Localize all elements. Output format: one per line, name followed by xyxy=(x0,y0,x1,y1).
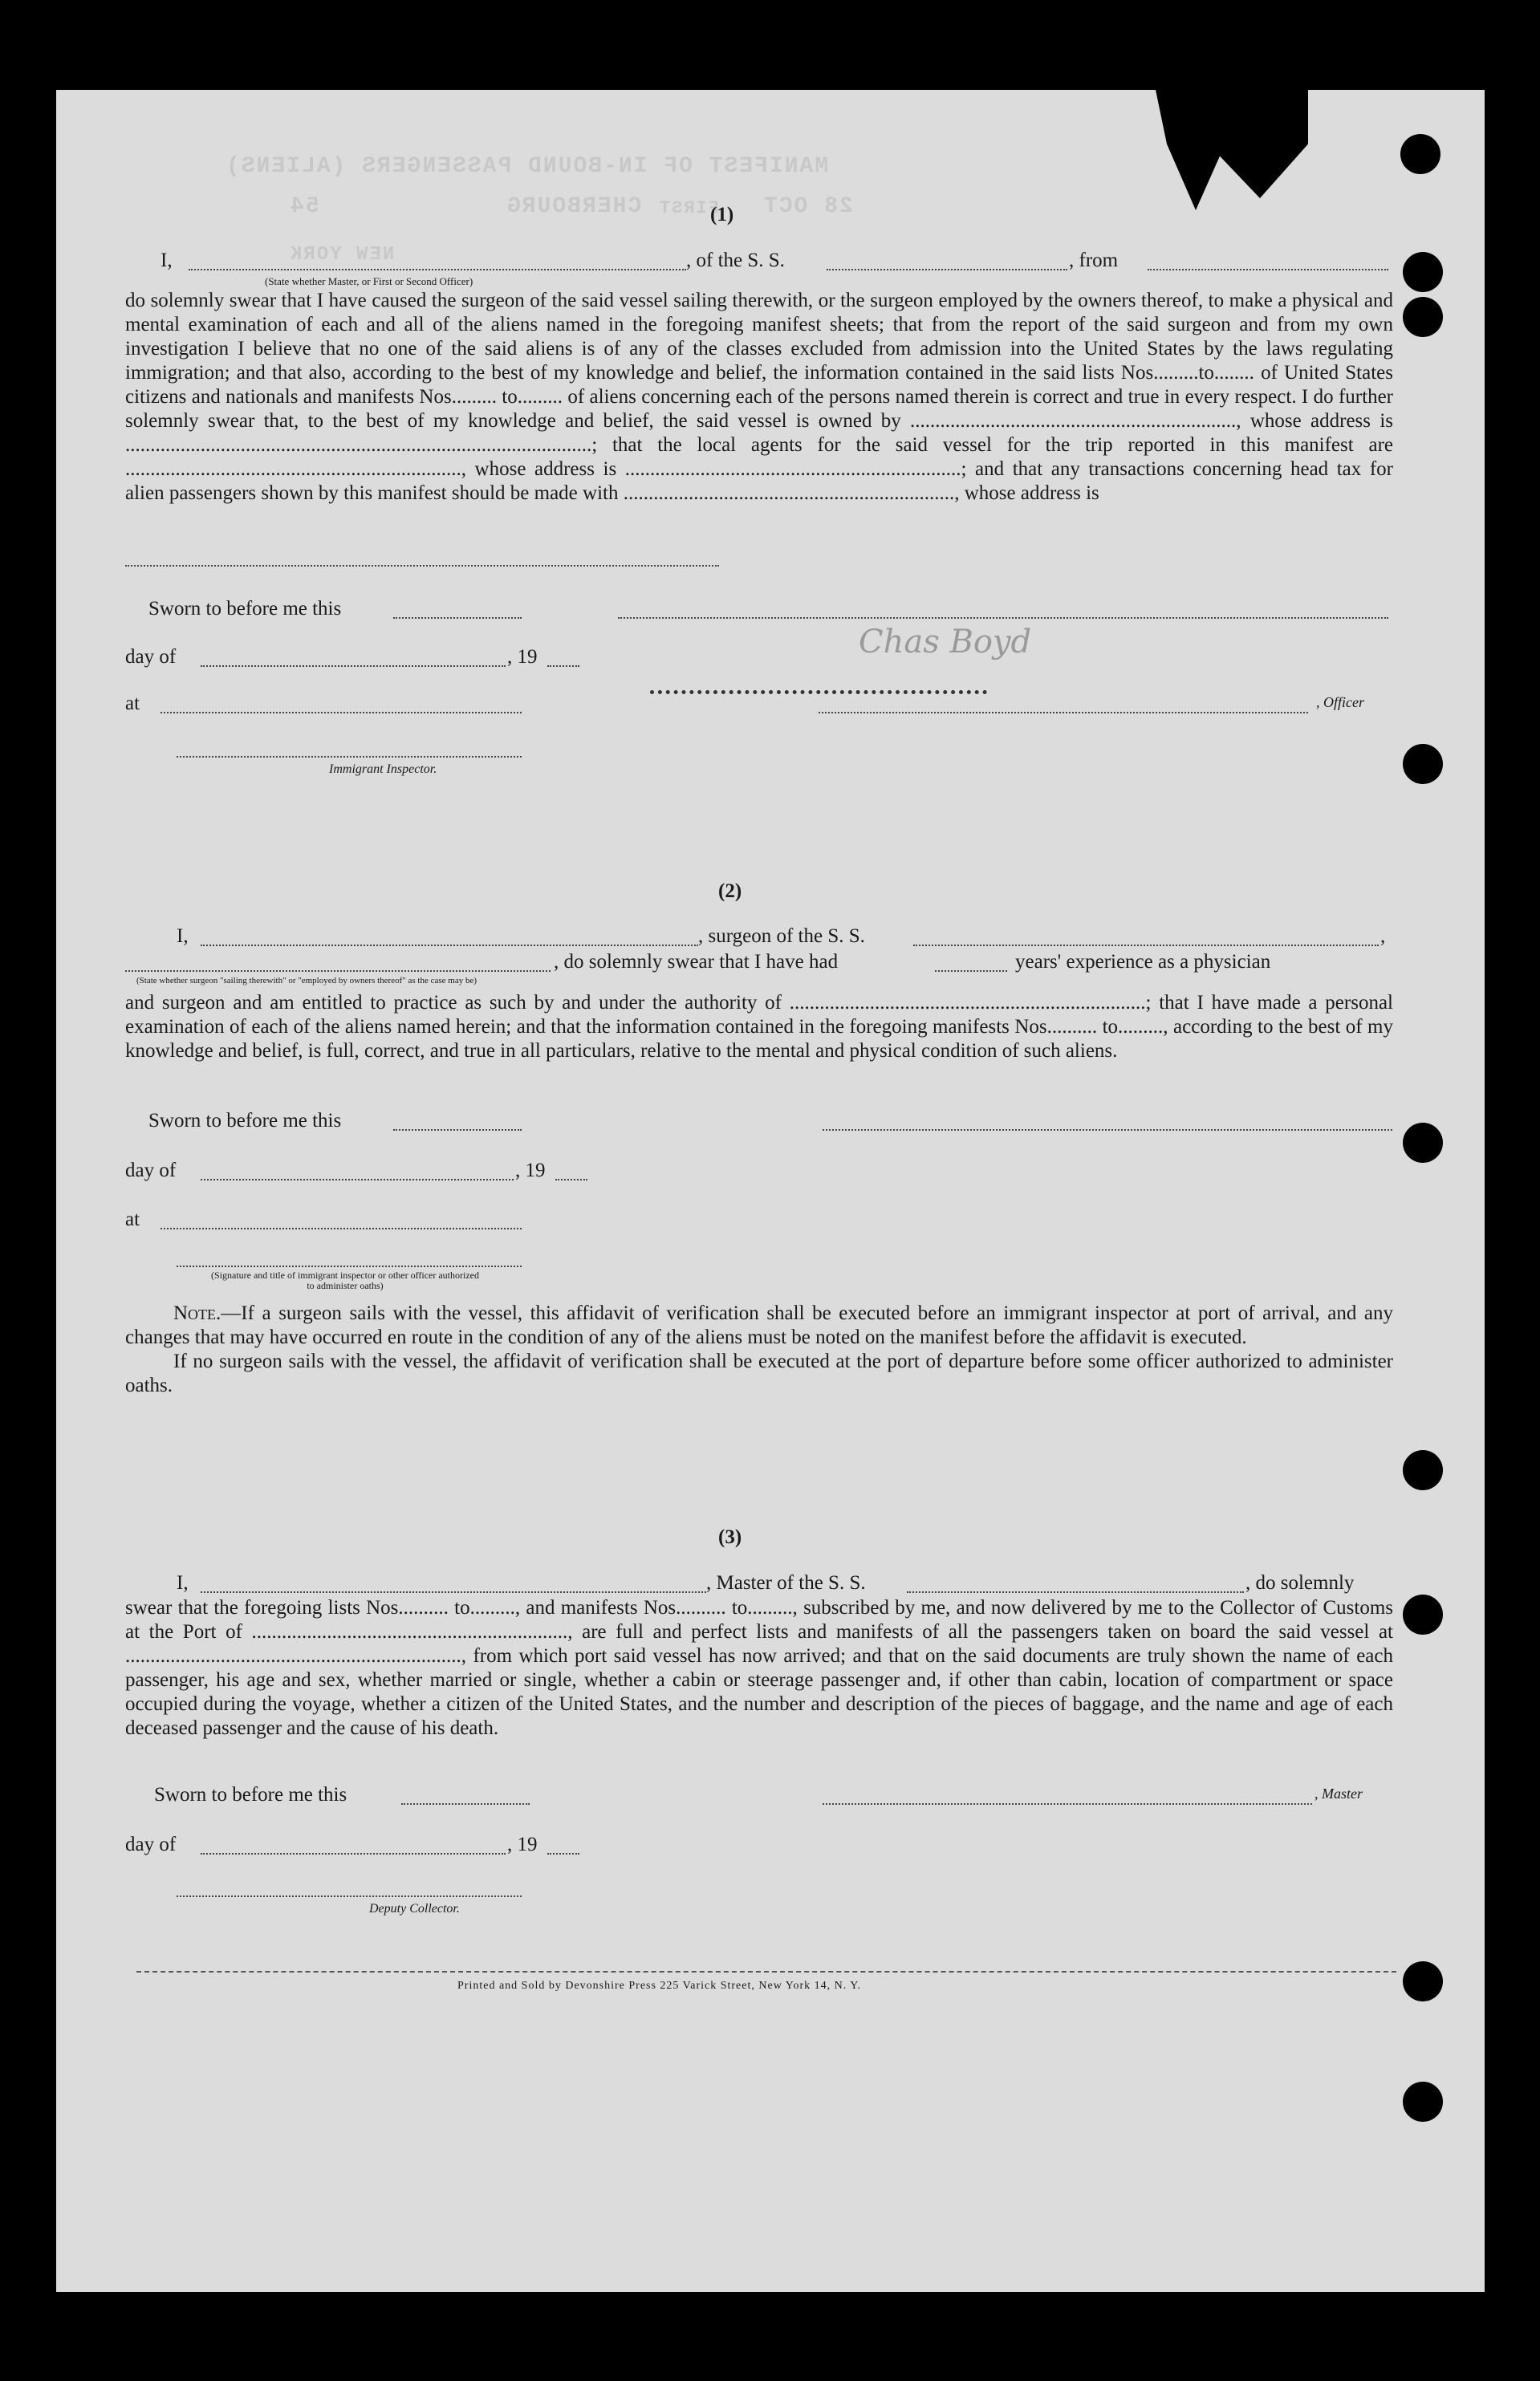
officer-rank-note: (State whether Master, or First or Second Officer) xyxy=(265,275,473,287)
surgeon-signature-field xyxy=(823,1129,1392,1131)
section1-day-label: day of xyxy=(125,646,177,668)
section2-ss-label: , surgeon of the S. S. xyxy=(698,925,865,947)
departure-port-field xyxy=(1148,269,1388,270)
section1-at-label: at xyxy=(125,693,140,714)
punch-hole xyxy=(1403,1123,1443,1163)
section1-heading: (1) xyxy=(710,204,734,226)
section3-year-field xyxy=(547,1853,579,1855)
master-signature-field xyxy=(823,1803,1312,1805)
section3-oath-paragraph: swear that the foregoing lists Nos.......... to........., and manifests Nos.......... to........., subscribed by me, and now delivered by me to the Collector of Customs at the Port of ..............................................................., are full and perfect lists and manifests of all the passengers taken on board the said vessel at ..................................................................., from which port said vessel has now arrived; and that on the said documents are truly shown the name of each passenger, his age and sex, whether married or single, whether a cabin or steerage passenger and, if other than cabin, location of compartment or space occupied during the voyage, whether a citizen of the United States, and the number and description of the pieces of baggage, and the name and age of each deceased passenger and the cause of his death. xyxy=(125,1597,1393,1739)
section1-sworn-date-field xyxy=(393,617,522,619)
section2-day-field xyxy=(201,1179,514,1180)
section3-day-label: day of xyxy=(125,1834,177,1855)
officer-name-field xyxy=(189,269,686,270)
immigrant-inspector-label: Immigrant Inspector. xyxy=(329,762,437,776)
footer-rule xyxy=(136,1971,1396,1973)
section2-physician-label: years' experience as a physician xyxy=(1015,951,1271,973)
note-text-2: If no surgeon sails with the vessel, the affidavit of verification shall be executed at the port of departure before some officer authorized to administer oaths. xyxy=(125,1351,1393,1396)
surgeon-status-field xyxy=(125,970,551,972)
section3-oath-text xyxy=(125,1596,1393,1741)
note-label: Note. xyxy=(173,1302,221,1324)
section3-day-field xyxy=(201,1853,506,1855)
section1-year-label: , 19 xyxy=(507,646,538,668)
inspector-signature-field xyxy=(177,756,522,758)
section2-day-label: day of xyxy=(125,1160,177,1181)
section1-from-label: , from xyxy=(1069,250,1119,271)
punch-hole xyxy=(1403,1961,1443,2001)
officer-label: , Officer xyxy=(1316,694,1364,710)
punch-hole xyxy=(1403,744,1443,784)
section1-oath-paragraph: do solemnly swear that I have caused the surgeon of the said vessel sailing therewith, or the surgeon employed by the owners thereof, to make a physical and mental examination of each and all of the aliens named in the foregoing manifest sheets; that from the report of the said surgeon and from my own investigation I believe that no one of the said aliens is of any of the classes excluded from admission into the United States by the laws regulating immigration; and that also, according to the best of my knowledge and belief, the information contained in the said lists Nos.........to........ of United States citizens and nationals and manifests Nos......... to......... of aliens concerning each of the persons named therein is correct and true in every respect. I do further solemnly swear that, to the best of my knowledge and belief, the said vessel is owned by ................................................................., whose address is .............................................................................................; that the local agents for the said vessel for the trip reported in this manifest are ..................................................................., whose address is ...................................................................; and that any transactions concerning head tax for alien passengers shown by this manifest should be made with .................................................................., whose address is xyxy=(125,290,1393,504)
section2-swear-label: , do solemnly swear that I have had xyxy=(554,951,839,973)
section1-day-field xyxy=(201,665,506,667)
punch-hole xyxy=(1403,1595,1443,1635)
section2-note xyxy=(125,1302,1393,1398)
section2-year-field xyxy=(555,1179,587,1180)
section1-blank-line xyxy=(618,617,1388,619)
section2-year-label: , 19 xyxy=(515,1160,546,1181)
section2-sworn-date-field xyxy=(393,1129,522,1131)
master-name-field xyxy=(201,1591,706,1593)
section2-oath-text xyxy=(125,991,1393,1063)
section2-place-field xyxy=(161,1228,522,1229)
deputy-collector-label: Deputy Collector. xyxy=(369,1902,460,1916)
surgeon-status-note: (State whether surgeon "sailing therewith" or "employed by owners thereof" as the case may be) xyxy=(136,976,477,985)
section3-vessel-field xyxy=(907,1591,1244,1593)
section2-vessel-field xyxy=(913,945,1379,946)
collector-signature-field xyxy=(177,1895,522,1897)
section2-at-label: at xyxy=(125,1209,140,1230)
section1-ss-label: , of the S. S. xyxy=(686,250,785,271)
section1-year-field xyxy=(547,665,579,667)
officer-signature-field xyxy=(819,712,1308,713)
surgeon-name-field xyxy=(201,945,698,946)
printer-imprint: Printed and Sold by Devonshire Press 225 Varick Street, New York 14, N. Y. xyxy=(457,1980,862,1992)
section2-sworn-label: Sworn to before me this xyxy=(148,1110,342,1132)
bleed-through-title: MANIFEST OF IN-BOUND PASSENGERS (ALIENS) xyxy=(225,154,829,179)
punch-hole xyxy=(1403,1450,1443,1490)
punch-hole xyxy=(1403,252,1443,292)
bleed-through-port: CHERBOURG xyxy=(506,194,642,219)
years-experience-field xyxy=(935,970,1007,972)
section3-sworn-label: Sworn to before me this xyxy=(154,1784,347,1806)
section2-oath-paragraph: and surgeon and am entitled to practice as such by and under the authority of .......................................................................; that I have made a personal examination of each of the aliens named herein; and that the information contained in the foregoing manifests Nos.......... to........., according to the best of my knowledge and belief, is full, correct, and true in all particulars, relative to the mental and physical condition of such aliens. xyxy=(125,992,1393,1062)
section3-sworn-date-field xyxy=(401,1803,530,1805)
section1-signature-dots xyxy=(650,690,987,694)
section1-i-label: I, xyxy=(161,250,173,271)
section2-signature-note: (Signature and title of immigrant inspector or other officer authorized to administer oaths) xyxy=(210,1270,479,1291)
section2-comma: , xyxy=(1380,925,1386,947)
vessel-name-field xyxy=(827,269,1067,270)
torn-corner xyxy=(1148,90,1308,210)
section2-heading: (2) xyxy=(718,880,742,902)
master-label: , Master xyxy=(1314,1786,1363,1802)
punch-hole xyxy=(1403,2082,1443,2122)
section1-sworn-label: Sworn to before me this xyxy=(148,598,342,620)
agent-address-field xyxy=(125,565,719,567)
section3-ss-label: , Master of the S. S. xyxy=(706,1572,866,1594)
section3-i-label: I, xyxy=(177,1572,189,1594)
section2-i-label: I, xyxy=(177,925,189,947)
bleed-through-date: 28 OCT xyxy=(762,194,853,219)
faint-signature: Chas Boyd xyxy=(859,624,1032,660)
section2-signature-field xyxy=(177,1266,522,1267)
note-text: —If a surgeon sails with the vessel, this affidavit of verification shall be executed before an immigrant inspector at port of arrival, and any changes that may have occurred en route in the condition of any of the aliens must be noted on the manifest before the affidavit is executed. xyxy=(125,1302,1393,1348)
section1-place-field xyxy=(161,712,522,713)
section3-solemnly-label: , do solemnly xyxy=(1245,1572,1355,1594)
manifest-page xyxy=(56,90,1485,2292)
section1-oath-text xyxy=(125,289,1393,506)
bleed-through-class: FIRST xyxy=(658,198,720,218)
punch-hole xyxy=(1403,297,1443,337)
bleed-through-year: 54 xyxy=(289,194,319,219)
punch-hole xyxy=(1400,134,1440,174)
section3-heading: (3) xyxy=(718,1526,742,1548)
section3-year-label: , 19 xyxy=(507,1834,538,1855)
bleed-through-ship: NEW YORK xyxy=(289,244,395,266)
